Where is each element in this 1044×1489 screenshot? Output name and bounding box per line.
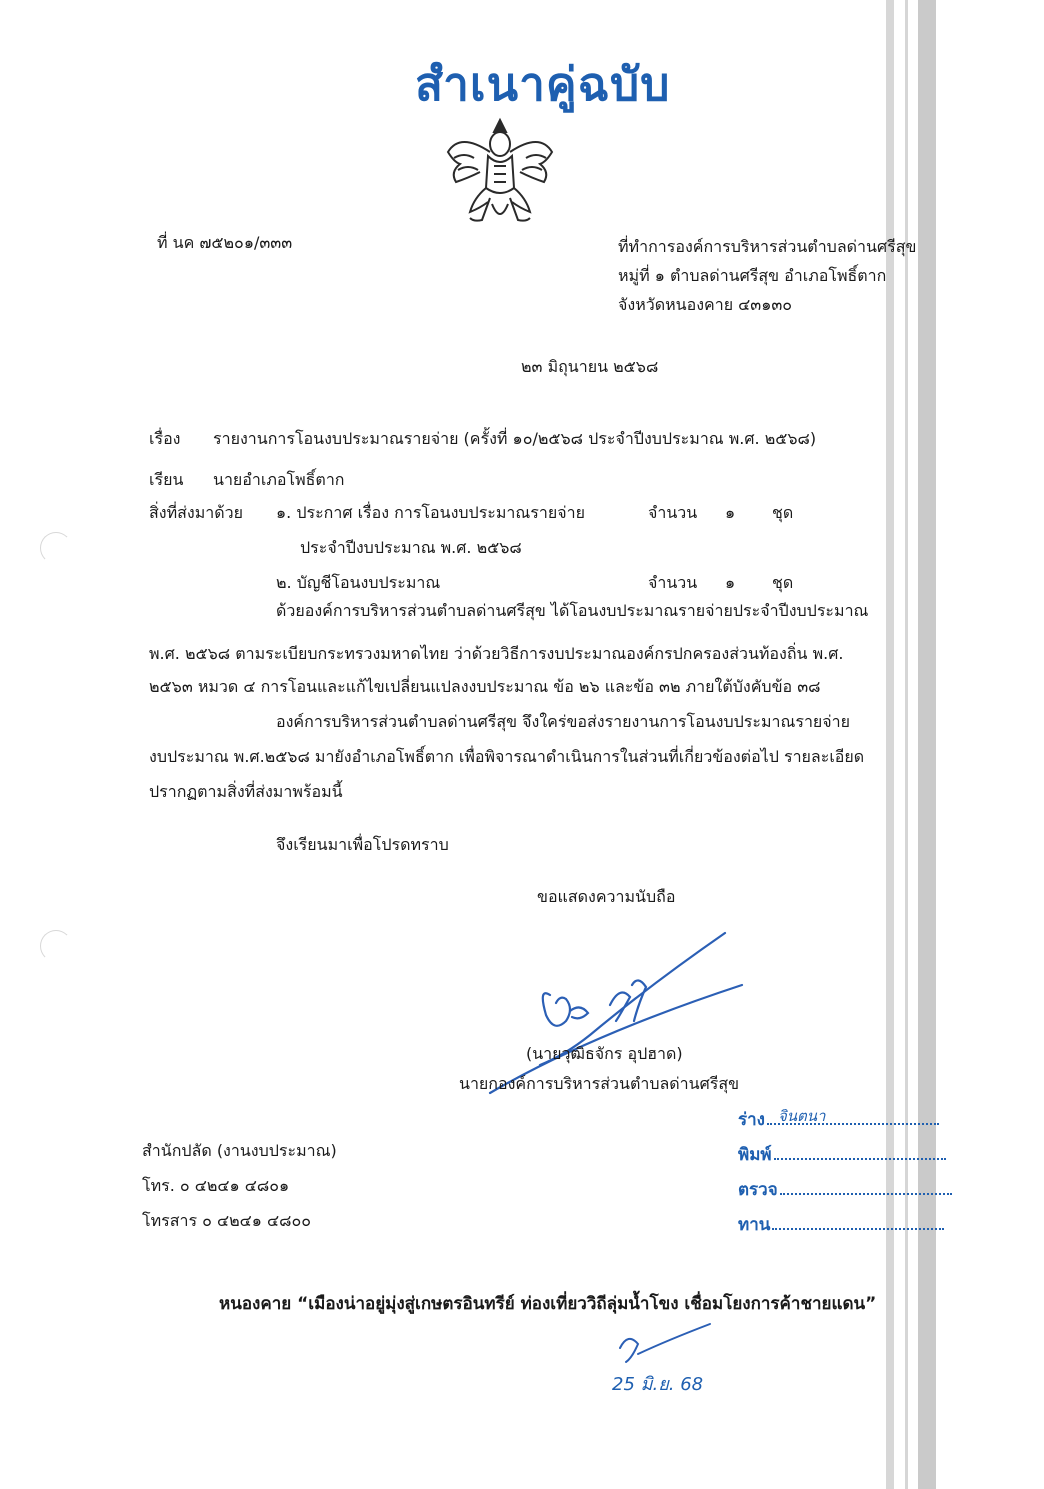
scan-edge-shadow (886, 0, 894, 1489)
approval-label: พิมพ์ (738, 1145, 772, 1165)
dotted-line (780, 1177, 952, 1195)
body-paragraph-line: งบประมาณ พ.ศ.๒๕๖๘ มายังอำเภอโพธิ์ตาก เพื่อพิจารณาดำเนินการในส่วนที่เกี่ยวข้องต่อไป รายละเอียด (149, 747, 865, 766)
enclosure-unit: ชุด (772, 503, 794, 522)
enclosure-label: สิ่งที่ส่งมาด้วย (149, 503, 243, 522)
enclosure-amount: ๑ (725, 503, 736, 522)
signer-title: นายกองค์การบริหารส่วนตำบลด่านศรีสุข (459, 1074, 740, 1093)
approval-row (738, 1103, 952, 1138)
body-paragraph-line: ๒๕๖๓ หมวด ๔ การโอนและแก้ไขเปลี่ยนแปลงงบประมาณ ข้อ ๒๖ และข้อ ๓๒ ภายใต้บังคับข้อ ๓๘ (149, 677, 821, 696)
enclosure-amount: ๑ (725, 573, 736, 592)
subject-text: รายงานการโอนงบประมาณรายจ่าย (ครั้งที่ ๑๐/๒๕๖๘ ประจำปีงบประมาณ พ.ศ. ๒๕๖๘) (213, 429, 817, 448)
scan-edge-line (905, 0, 908, 1489)
handwritten-signature (470, 925, 750, 1095)
office-telephone: โทร. ๐ ๔๒๔๑ ๔๘๐๑ (142, 1176, 290, 1195)
footer-slogan: หนองคาย “เมืองน่าอยู่มุ่งสู่เกษตรอินทรีย์ ท่องเที่ยววิถีลุ่มน้ำโขง เชื่อมโยงการค้าชายแดน” (219, 1294, 877, 1314)
punch-hole-mark (40, 930, 72, 962)
office-fax: โทรสาร ๐ ๔๒๔๑ ๔๘๐๐ (142, 1211, 312, 1230)
approval-stamp (738, 1103, 952, 1243)
copy-stamp: สำเนาคู่ฉบับ (415, 57, 671, 111)
enclosure-item: ๒. บัญชีโอนงบประมาณ (276, 573, 441, 592)
address-line: หมู่ที่ ๑ ตำบลด่านศรีสุข อำเภอโพธิ์ตาก (618, 266, 887, 285)
recipient-label: เรียน (149, 470, 184, 489)
approval-row (738, 1208, 952, 1243)
scan-edge-shadow-2 (918, 0, 936, 1489)
body-paragraph-line: พ.ศ. ๒๕๖๘ ตามระเบียบกระทรวงมหาดไทย ว่าด้วยวิธีการงบประมาณองค์กรปกครองส่วนท้องถิ่น พ.ศ. (149, 644, 844, 663)
dotted-line (774, 1142, 946, 1160)
letter-date: ๒๓ มิถุนายน ๒๕๖๘ (521, 357, 659, 376)
approval-row (738, 1138, 952, 1173)
enclosure-amount-label: จำนวน (648, 573, 698, 592)
address-line: ที่ทำการองค์การบริหารส่วนตำบลด่านศรีสุข (618, 237, 917, 256)
garuda-emblem-icon (440, 112, 560, 230)
enclosure-unit: ชุด (772, 573, 794, 592)
approval-label: ร่าง (738, 1110, 765, 1130)
closing-line: จึงเรียนมาเพื่อโปรดทราบ (276, 835, 449, 854)
handwritten-date: 25 มิ.ย. 68 (612, 1374, 704, 1395)
subject-label: เรื่อง (149, 429, 181, 448)
office-department: สำนักปลัด (งานงบประมาณ) (142, 1141, 337, 1160)
dotted-line (772, 1212, 944, 1230)
approval-row (738, 1173, 952, 1208)
regards-line: ขอแสดงความนับถือ (537, 887, 676, 906)
address-line: จังหวัดหนองคาย ๔๓๑๓๐ (618, 295, 793, 314)
office-contact (142, 1133, 337, 1238)
body-paragraph-line: ปรากฏตามสิ่งที่ส่งมาพร้อมนี้ (149, 782, 343, 801)
punch-hole-mark (40, 532, 72, 564)
body-paragraph-line: ด้วยองค์การบริหารส่วนตำบลด่านศรีสุข ได้โอนงบประมาณรายจ่ายประจำปีงบประมาณ (276, 601, 869, 620)
sender-address (618, 232, 916, 319)
reference-number: ที่ นค ๗๕๒๐๑/๓๓๓ (157, 233, 293, 252)
enclosure-amount-label: จำนวน (648, 503, 698, 522)
enclosure-item-continued: ประจำปีงบประมาณ พ.ศ. ๒๕๖๘ (300, 538, 522, 557)
signer-name: (นายวุฒิธจักร อุปฮาด) (526, 1044, 683, 1063)
draft-initial: จินตนา (778, 1107, 826, 1125)
enclosure-item: ๑. ประกาศ เรื่อง การโอนงบประมาณรายจ่าย (276, 503, 585, 522)
approval-label: ตรวจ (738, 1180, 778, 1200)
recipient-text: นายอำเภอโพธิ์ตาก (213, 470, 345, 489)
body-paragraph-line: องค์การบริหารส่วนตำบลด่านศรีสุข จึงใคร่ขอส่งรายงานการโอนงบประมาณรายจ่าย (276, 712, 851, 731)
approval-label: ทาน (738, 1215, 771, 1235)
